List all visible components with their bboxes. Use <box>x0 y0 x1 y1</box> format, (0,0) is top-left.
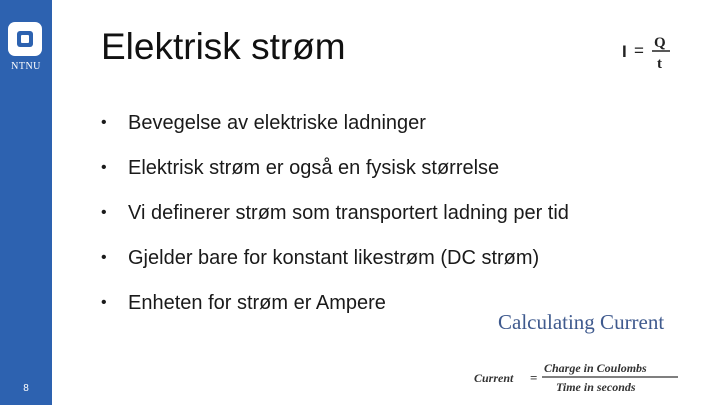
bullet-marker: • <box>101 114 107 131</box>
calc-lhs: Current <box>474 371 514 385</box>
formula-numerator: Q <box>654 35 666 51</box>
bullet-text: Bevegelse av elektriske ladninger <box>128 112 426 134</box>
logo-inner-square <box>17 31 33 47</box>
ntnu-logo-icon <box>8 22 42 56</box>
bullet-list <box>101 108 661 333</box>
slide-title: Elektrisk strøm <box>101 26 346 67</box>
logo-text: NTNU <box>11 61 41 72</box>
bullet-text: Vi definerer strøm som transportert ladning per tid <box>128 202 569 224</box>
sidebar <box>0 0 52 405</box>
calc-denominator: Time in seconds <box>556 380 636 394</box>
bullet-marker: • <box>101 204 107 221</box>
calculating-current-formula <box>472 357 682 397</box>
bullet-text: Enheten for strøm er Ampere <box>128 292 386 314</box>
page-number: 8 <box>23 383 29 394</box>
bullet-item <box>101 153 661 198</box>
calc-equals: = <box>530 370 538 385</box>
formula-equals: = <box>634 41 644 60</box>
calculating-current-title: Calculating Current <box>498 310 665 334</box>
bullet-marker: • <box>101 294 107 311</box>
current-formula-image <box>608 18 688 78</box>
bullet-marker: • <box>101 249 107 266</box>
formula-denominator: t <box>657 56 662 72</box>
bullet-marker: • <box>101 159 107 176</box>
bullet-item <box>101 198 661 243</box>
bullet-text: Gjelder bare for konstant likestrøm (DC strøm) <box>128 247 540 269</box>
bullet-item <box>101 108 661 153</box>
bullet-text: Elektrisk strøm er også en fysisk størrelse <box>128 157 500 179</box>
logo-core-square <box>21 35 29 43</box>
formula-lhs: I <box>622 42 627 61</box>
bullet-item <box>101 243 661 288</box>
calc-numerator: Charge in Coulombs <box>544 361 647 375</box>
